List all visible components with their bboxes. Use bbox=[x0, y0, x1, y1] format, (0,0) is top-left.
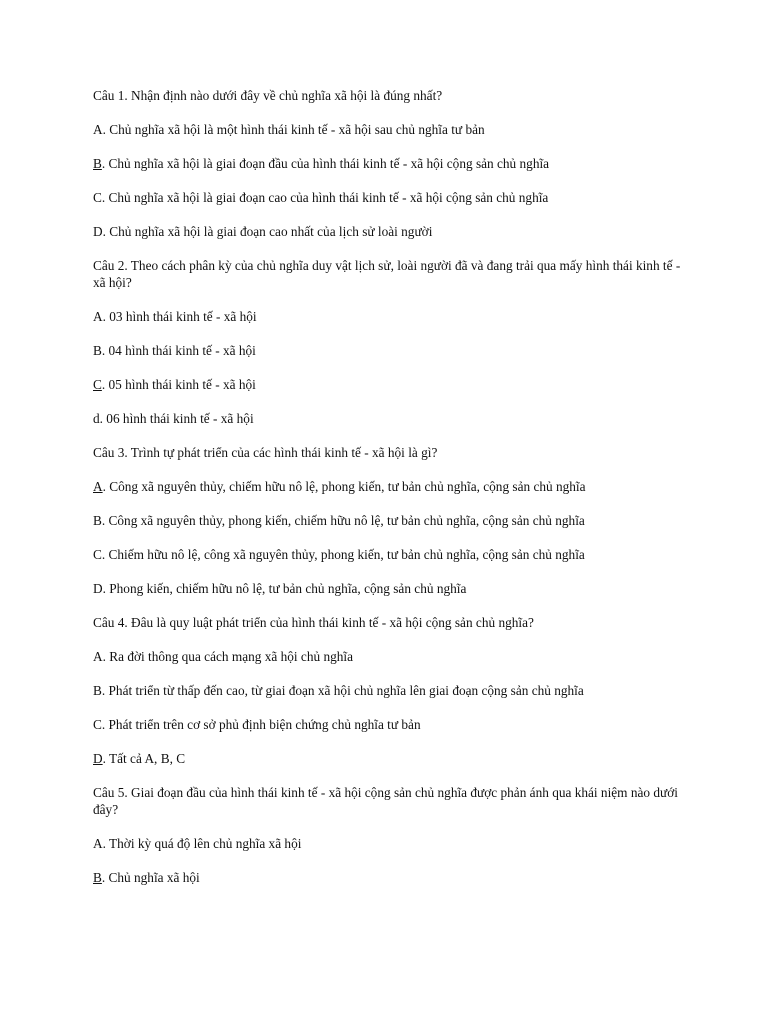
correct-option-letter: D bbox=[93, 751, 103, 766]
option-text: . Thời kỳ quá độ lên chủ nghĩa xã hội bbox=[102, 836, 302, 851]
question-text: Câu 1. Nhận định nào dưới đây về chủ nghĩa xã hội là đúng nhất? bbox=[93, 88, 443, 103]
answer-option-a bbox=[93, 121, 683, 138]
answer-option-c bbox=[93, 376, 683, 393]
question-text: Câu 3. Trình tự phát triển của các hình thái kinh tế - xã hội là gì? bbox=[93, 445, 438, 460]
answer-option-b bbox=[93, 512, 683, 529]
option-text: . Chiếm hữu nô lệ, công xã nguyên thủy, phong kiến, tư bản chủ nghĩa, cộng sản chủ nghĩa bbox=[101, 547, 585, 562]
answer-option-c bbox=[93, 716, 683, 733]
answer-option-b bbox=[93, 869, 683, 886]
correct-option-letter: B bbox=[93, 156, 102, 171]
document-body bbox=[93, 87, 683, 903]
option-text: . Chủ nghĩa xã hội bbox=[101, 870, 200, 885]
answer-option-c bbox=[93, 189, 683, 206]
answer-option-b bbox=[93, 342, 683, 359]
option-letter: D bbox=[93, 224, 103, 239]
option-text: . Ra đời thông qua cách mạng xã hội chủ nghĩa bbox=[102, 649, 353, 664]
answer-option-a bbox=[93, 478, 683, 495]
answer-option-d bbox=[93, 223, 683, 240]
question-2 bbox=[93, 257, 683, 427]
option-letter: C bbox=[93, 717, 102, 732]
question-text: Câu 4. Đâu là quy luật phát triển của hình thái kinh tế - xã hội cộng sản chủ nghĩa? bbox=[93, 615, 534, 630]
option-text: . Chủ nghĩa xã hội là một hình thái kinh tế - xã hội sau chủ nghĩa tư bản bbox=[102, 122, 485, 137]
option-letter: A bbox=[93, 836, 103, 851]
option-letter: A bbox=[93, 122, 103, 137]
option-text: . 04 hình thái kinh tế - xã hội bbox=[101, 343, 256, 358]
answer-option-d bbox=[93, 410, 683, 427]
option-text: . Chủ nghĩa xã hội là giai đoạn cao của hình thái kinh tế - xã hội cộng sản chủ nghĩa bbox=[101, 190, 549, 205]
answer-option-a bbox=[93, 835, 683, 852]
answer-option-b bbox=[93, 155, 683, 172]
option-letter: D bbox=[93, 581, 103, 596]
option-text: . 06 hình thái kinh tế - xã hội bbox=[99, 411, 254, 426]
option-letter: B bbox=[93, 683, 102, 698]
answer-option-a bbox=[93, 308, 683, 325]
option-letter: A bbox=[93, 649, 103, 664]
option-letter: B bbox=[93, 513, 102, 528]
answer-option-a bbox=[93, 648, 683, 665]
answer-option-d bbox=[93, 750, 683, 767]
question-4 bbox=[93, 614, 683, 767]
option-text: . Phát triển từ thấp đến cao, từ giai đoạn xã hội chủ nghĩa lên giai đoạn cộng sản chủ nghĩa bbox=[101, 683, 584, 698]
question-5 bbox=[93, 784, 683, 886]
option-text: . Phát triển trên cơ sở phủ định biện chứng chủ nghĩa tư bản bbox=[101, 717, 421, 732]
option-text: . 03 hình thái kinh tế - xã hội bbox=[102, 309, 257, 324]
question-1 bbox=[93, 87, 683, 240]
question-text: Câu 5. Giai đoạn đầu của hình thái kinh tế - xã hội cộng sản chủ nghĩa được phản ánh qua khái niệm nào dưới đây? bbox=[93, 785, 678, 817]
correct-option-letter: B bbox=[93, 870, 102, 885]
option-letter: A bbox=[93, 309, 103, 324]
answer-option-c bbox=[93, 546, 683, 563]
option-letter: C bbox=[93, 547, 102, 562]
correct-option-letter: A bbox=[93, 479, 103, 494]
option-text: . Chủ nghĩa xã hội là giai đoạn đầu của hình thái kinh tế - xã hội cộng sản chủ nghĩa bbox=[101, 156, 550, 171]
option-text: . Chủ nghĩa xã hội là giai đoạn cao nhất của lịch sử loài người bbox=[102, 224, 433, 239]
option-text: . Phong kiến, chiếm hữu nô lệ, tư bản chủ nghĩa, cộng sản chủ nghĩa bbox=[102, 581, 467, 596]
answer-option-b bbox=[93, 682, 683, 699]
option-text: . Tất cả A, B, C bbox=[102, 751, 186, 766]
option-text: . Công xã nguyên thủy, phong kiến, chiếm hữu nô lệ, tư bản chủ nghĩa, cộng sản chủ nghĩa bbox=[101, 513, 585, 528]
option-letter: B bbox=[93, 343, 102, 358]
option-text: . 05 hình thái kinh tế - xã hội bbox=[101, 377, 256, 392]
correct-option-letter: C bbox=[93, 377, 102, 392]
answer-option-d bbox=[93, 580, 683, 597]
option-text: . Công xã nguyên thủy, chiếm hữu nô lệ, phong kiến, tư bản chủ nghĩa, cộng sản chủ nghĩa bbox=[102, 479, 586, 494]
question-text: Câu 2. Theo cách phân kỳ của chủ nghĩa duy vật lịch sử, loài người đã và đang trải qua mấy hình thái kinh tế - xã hội? bbox=[93, 258, 681, 290]
option-letter: d bbox=[93, 411, 100, 426]
option-letter: C bbox=[93, 190, 102, 205]
question-3 bbox=[93, 444, 683, 597]
